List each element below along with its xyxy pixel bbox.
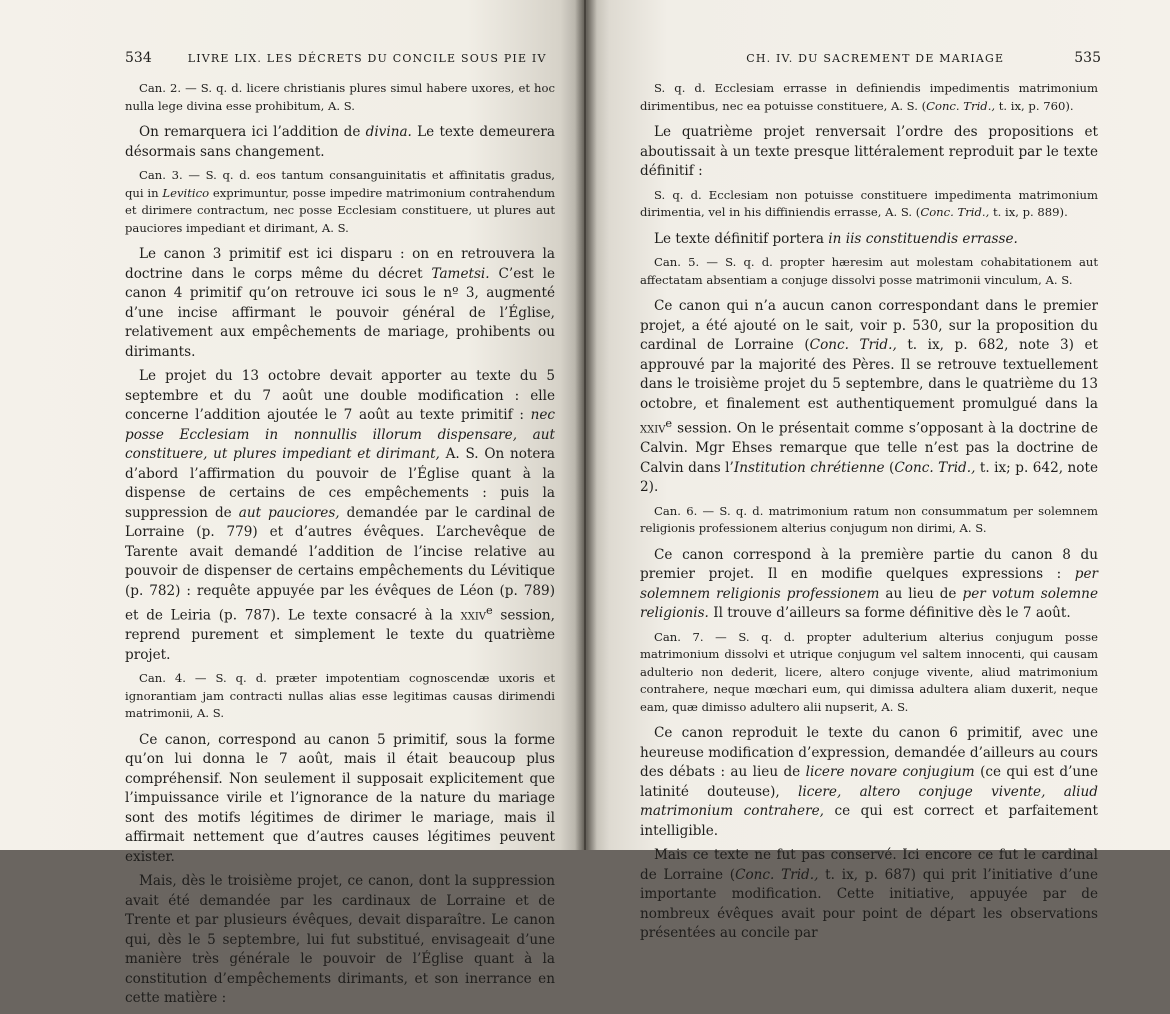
left-running-head	[125, 50, 557, 70]
canon-5: Can. 5. — S. q. d. propter hæresim aut molestam cohabitationem aut affectatam absentiam a conjuge dissolvi posse matrimonii vinculum, A. S.	[640, 255, 1098, 287]
text-run: Ce canon reproduit le texte du canon 6 primitif, avec une heureuse modification d’expression, demandée d’ailleurs au cours des débats : au lieu de	[640, 725, 1098, 781]
text-run: Mais ce texte ne fut pas conservé. Ici encore ce fut le cardinal de Lorraine (	[640, 847, 1098, 883]
italic-run: Conc. Trid.,	[809, 337, 897, 353]
text-run: au lieu de	[879, 585, 963, 602]
text-run: Ce canon correspond à la première partie du canon 8 du premier projet. Il en modifie quelques expressions :	[640, 546, 1098, 583]
text-run: (ce qui est d’une latinité douteuse),	[640, 764, 1098, 800]
text-run: Le projet du 13 octobre devait apporter au texte du 5 septembre et du 7 août une double modification : elle concerne l’addition ajoutée le 7 août au texte primitif :	[125, 368, 555, 423]
small-caps-run: xxiv	[640, 420, 666, 437]
text-run: A. S. On notera d’abord l’affirmation du pouvoir de l’Église quant à la dispense de certains de ces empêchements : puis la suppression de	[125, 446, 555, 521]
italic-run: divina.	[365, 124, 412, 140]
right-text-block	[640, 80, 1098, 949]
canon-ecclesiam-non-potuisse	[640, 187, 1098, 222]
paragraph-canon-5-primitif: Ce canon, correspond au canon 5 primitif, sous la forme qu’on lui donna le 7 août, mais il était beaucoup plus compréhensif. Non seulement il supposait explicitement que l’impuissance virile et l’ignorance de la nature du mariage sont des motifs légitimes de dirimer le mariage, mais il affirmait nettement que d’autres causes légitimes peuvent exister.	[125, 731, 555, 865]
text-run: t. ix, p. 682, note 3) et approuvé par la majorité des Pères. Il se retrouve textuellement dans le troisième projet du 5 septembre, dans le quatrième du 13 octobre, et finalement est authentiquement promulgué dans la	[640, 337, 1098, 412]
paragraph-divina	[125, 123, 555, 162]
superscript: e	[665, 416, 673, 430]
superscript: e	[486, 603, 493, 617]
italic-run: aut pauciores,	[238, 504, 340, 521]
paragraph-projet-13-octobre	[125, 367, 555, 665]
text-run: session. On le présentait comme s’opposant à la doctrine de Calvin. Mgr Ehses remarque que telle n’est pas la doctrine de Calvin dans l’	[640, 420, 1098, 476]
text-run: demandée par le cardinal de Lorraine (p. 779) et d’autres évêques. L’archevêque de Tarente avait demandé l’addition de l’incise relative au pouvoir de dispenser de certains empêchements du Lévitique (p. 782) : requête appuyée par les évêques de Léon (p. 789) et de Leiria (p. 787). Le texte consacré à la	[125, 504, 555, 624]
text-run: session, reprend purement et simplement le texte du quatrième projet.	[125, 607, 555, 663]
paragraph-canon-3-primitif	[125, 245, 555, 362]
book-gutter-shadow	[575, 0, 597, 850]
canon-3	[125, 167, 555, 237]
text-run: Le texte définitif portera	[654, 230, 829, 247]
text-run: Le texte demeurera désormais sans changement.	[125, 124, 555, 160]
italic-run: licere novare conjugium	[805, 764, 975, 781]
canon-ecclesiam-errasse	[640, 80, 1098, 115]
text-run: On remarquera ici l’addition de	[139, 124, 366, 140]
paragraph-canon-5-commentary	[640, 297, 1098, 498]
italic-run: Conc. Trid.,	[735, 866, 819, 883]
left-page-number: 534	[125, 50, 152, 66]
left-page	[0, 0, 584, 1007]
italic-run: licere, altero conjuge vivente, aliud matrimonium contrahere,	[640, 783, 1098, 820]
italic-run: Institution chrétienne	[733, 459, 885, 476]
text-run: t. ix; p. 642, note 2).	[640, 459, 1098, 496]
text-run: Ce canon qui n’a aucun canon correspondant dans le premier projet, a été ajouté on le sait, voir p. 530, sur la proposition du cardinal de Lorraine (	[640, 298, 1098, 353]
small-caps-run: xxiv	[460, 607, 486, 624]
right-running-head	[626, 50, 1101, 70]
text-run: S. q. d. Ecclesiam errasse in definiendis impedimentis matrimonium dirimentibus, nec ea potuisse constituere, A. S. (	[640, 81, 1098, 113]
paragraph-troisieme-projet: Mais, dès le troisième projet, ce canon, dont la suppression avait été demandée par les cardinaux de Lorraine et de Trente et par plusieurs évêques, devait disparaître. Le canon qui, dès le 5 septembre, lui fut substitué, envisageait d’une manière très générale le pouvoir de l’Église quant à la constitution d’empêchements dirimants, et son inerrance en cette matière :	[125, 873, 555, 1007]
text-run: ce qui est correct et parfaitement intelligible.	[640, 803, 1098, 839]
italic-run: per votum solemne religionis.	[640, 585, 1098, 622]
italic-run: nec posse Ecclesiam in nonnullis illorum dispensare, aut constituere, ut plures impediant et dirimant,	[125, 407, 555, 462]
italic-run: Conc. Trid.,	[920, 205, 990, 219]
right-page-number: 535	[1074, 50, 1101, 66]
italic-run: per solemnem religionis professionem	[640, 566, 1098, 602]
paragraph-canon-7-commentary	[640, 724, 1098, 841]
text-run: exprimuntur, posse impedire matrimonium contrahendum et dirimere contractum, nec posse Ecclesiam constituere, ut plures aut pauciores impediant et dirimant, A. S.	[125, 185, 555, 235]
italic-run: Conc. Trid.,	[894, 459, 976, 476]
text-run: S. q. d. Ecclesiam non potuisse constituere impedimenta matrimonium dirimentia, vel in his diffiniendis errasse, A. S. (	[640, 187, 1098, 219]
canon-4: Can. 4. — S. q. d. præter impotentiam cognoscendæ uxoris et ignorantiam jam contracti nullas alias esse legitimas causas dirimendi matrimonii, A. S.	[125, 671, 555, 721]
paragraph-texte-definitif	[640, 230, 1098, 250]
text-run: Can. 3. — S. q. d. eos tantum consanguinitatis et affinitatis gradus, qui in	[125, 168, 555, 200]
right-running-title: CH. IV. DU SACREMENT DE MARIAGE	[746, 52, 1005, 65]
italic-run: Tametsi.	[431, 265, 490, 282]
text-run: t. ix, p. 760).	[995, 98, 1074, 113]
text-run: (	[884, 459, 895, 476]
left-running-title: LIVRE LIX. LES DÉCRETS DU CONCILE SOUS PIE IV	[187, 52, 547, 65]
text-run: t. ix, p. 889).	[989, 205, 1068, 219]
canon-6: Can. 6. — S. q. d. matrimonium ratum non consummatum per solemnem religionis professionem alterius conjugum non dirimi, A. S.	[640, 503, 1098, 536]
text-run: t. ix, p. 687) qui prit l’initiative d’une importante modification. Cette initiative, appuyée par de nombreux évêques avait pour point de départ les observations présentées au concile par	[640, 866, 1098, 942]
italic-run: Conc. Trid.,	[926, 98, 996, 113]
italic-run: Levitico	[162, 185, 210, 200]
text-run: Le canon 3 primitif est ici disparu : on en retrouvera la doctrine dans le corps même du décret	[125, 246, 555, 282]
paragraph-quatrieme-projet: Le quatrième projet renversait l’ordre des propositions et aboutissait à un texte presque littéralement reproduit par le texte définitif :	[640, 124, 1098, 179]
text-run: C’est le canon 4 primitif qu’on retrouve ici sous le nº 3, augmenté d’une incise affirmant le pouvoir général de l’Église, relativement aux empêchements de mariage, prohibents ou dirimants.	[125, 265, 555, 360]
paragraph-canon-6-commentary	[640, 546, 1098, 624]
text-run: Il trouve d’ailleurs sa forme définitive dès le 7 août.	[708, 605, 1071, 622]
italic-run: in iis constituendis errasse.	[828, 230, 1018, 247]
left-text-block	[125, 80, 555, 1014]
canon-7: Can. 7. — S. q. d. propter adulterium alterius conjugum posse matrimonium dissolvi et utrique conjugum vel saltem innocenti, qui causam adulterio non dederit, licere, altero conjuge vivente, aliud matrimonium contrahere, neque mœchari eum, qui dimissa adultera aliam duxerit, neque eam, quæ dimisso adultero alii nupserit, A. S.	[640, 629, 1098, 714]
right-page	[586, 0, 1170, 942]
paragraph-texte-non-conserve	[640, 846, 1098, 944]
canon-2: Can. 2. — S. q. d. licere christianis plures simul habere uxores, et hoc nulla lege divina esse prohibitum, A. S.	[125, 81, 555, 113]
